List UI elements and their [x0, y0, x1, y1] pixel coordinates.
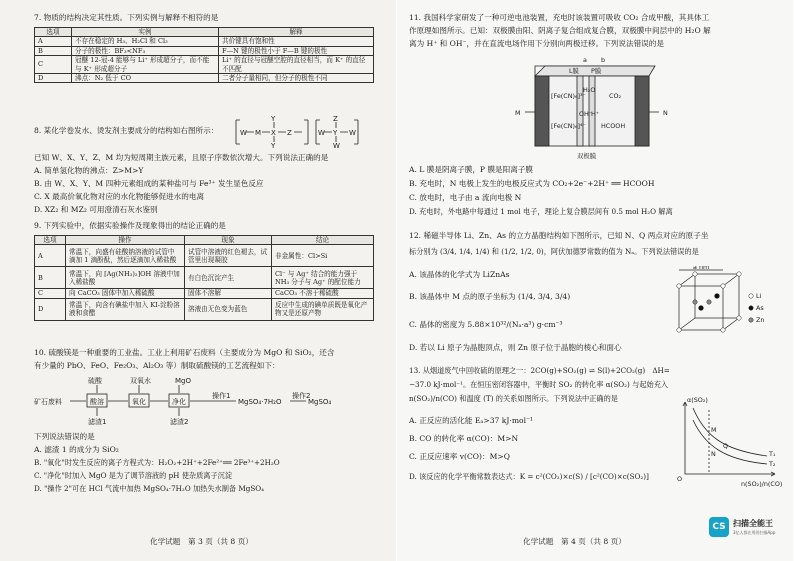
table-cell: F—N 键的极性小于 F—B 键的极性 [219, 46, 374, 55]
table-header-row [35, 28, 374, 37]
svg-text:Y: Y [333, 129, 338, 137]
q8-option-d: D. XZ₂ 和 MZ₂ 可用澄清石灰水鉴别 [34, 205, 158, 214]
dimension-label: a nm [693, 266, 710, 271]
right-footer: 化学试题 第 4 页（共 8 页） [523, 537, 626, 546]
svg-text:W: W [349, 129, 356, 137]
label-fe-cn6-4: [Fe(CN)₆]⁴⁻ [551, 122, 586, 130]
q8-structure-figure [232, 116, 362, 148]
table-cell: 非金属性：Cl>Si [272, 245, 374, 267]
q11-option-a: A. L 膜是阴离子膜，P 膜是阳离子膜 [409, 165, 534, 174]
svg-text:Z: Z [333, 116, 338, 123]
q10-option-a: A. 滤渣 1 的成分为 SiO₂ [34, 445, 119, 454]
flow-step1: 酸溶 [90, 398, 104, 406]
camscanner-badge: CS [709, 517, 729, 537]
table-row [35, 289, 374, 298]
flow-reagent3: MgO [175, 377, 191, 385]
table-cell: CaCO₃ 不溶于稀硫酸 [272, 289, 374, 298]
left-footer: 化学试题 第 3 页（共 8 页） [150, 537, 253, 546]
q8-option-b: B. 由 W、X、Y、M 四种元素组成的某种盐可与 Fe³⁺ 发生显色反应 [34, 179, 264, 188]
q12-option-b: B. 该晶体中 M 点的原子坐标为 (1/4, 3/4, 3/4) [409, 292, 571, 301]
q10-option-d: D. "操作 2"可在 HCl 气流中加热 MgSO₄·7H₂O 加热失水制备 MgSO₄ [34, 484, 265, 493]
label-a: a [583, 56, 587, 64]
q13-stem-line2: −37.0 kJ·mol⁻¹。在恒压密闭容器中，平衡时 SO₂ 的转化率 α(SO₂) 与起始充入 [409, 380, 669, 389]
legend-li: Li [756, 292, 762, 300]
flow-start: 矿石废料 [34, 398, 62, 406]
q12-stem-line1: 12. 稀磁半导体 Li、Zn、As 的立方晶胞结构如下图所示，已知 N、Q 两点对应的原子坐 [409, 231, 709, 240]
legend-li-marker [749, 294, 753, 298]
table-cell: 试管中溶液的红色褪去，试管里出现凝胶 [185, 245, 272, 267]
label-m-electrode: M [515, 109, 521, 117]
label-oh: OH⁻ [579, 110, 593, 118]
svg-text:M: M [255, 129, 262, 137]
label-hcooh: HCOOH [601, 122, 626, 130]
q8-option-c: C. X 最高价氧化物对应的水化物能够促进水的电离 [34, 192, 205, 201]
table-cell: 不存在稳定的 H₃、H₂Cl 和 Cl₃ [72, 37, 219, 46]
table-cell: 常温下，向盛有硅酸钠溶液的试管中滴加 1 滴酚酞，然后逐滴加入稀盐酸 [66, 245, 185, 267]
table-cell: 常温下，向 [Ag(NH₃)₂]OH 溶液中加入稀盐酸 [66, 267, 185, 289]
table-row [35, 267, 374, 289]
q7-title: 7. 物质的结构决定其性质。下列实例与解释不相符的是 [34, 13, 219, 22]
table-row [35, 245, 374, 267]
legend-zn: Zn [756, 316, 765, 324]
legend-as: As [756, 304, 764, 312]
q11-option-c: C. 放电时，电子由 a 流向电极 N [409, 193, 522, 202]
table-header: 选项 [35, 236, 66, 245]
legend-as-marker [749, 306, 753, 310]
t1-label: T₁ [769, 450, 776, 458]
point-q-label: Q [723, 442, 729, 450]
table-header: 操作 [66, 236, 185, 245]
svg-text:Y: Y [271, 142, 276, 148]
q11-stem-line1: 11. 我国科学家研发了一种可逆电池装置，充电时该装置可吸收 CO₂ 合成甲酸，其具体工 [409, 13, 710, 22]
table-cell: 溶液由无色变为蓝色 [185, 298, 272, 320]
q12-option-a: A. 该晶体的化学式为 LiZnAs [409, 270, 510, 279]
flow-reagent1: 硫酸 [88, 377, 102, 385]
q10-option-b: B. "氧化"时发生反应的离子方程式为：H₂O₂+2H⁺+2Fe²⁺══ 2Fe³⁺+2H₂O [34, 458, 280, 467]
table-cell: A [35, 37, 72, 46]
left-page [0, 0, 396, 561]
table-header: 结论 [272, 236, 374, 245]
table-row [35, 74, 374, 83]
table-row [35, 298, 374, 320]
table-header: 现象 [185, 236, 272, 245]
table-cell: B [35, 267, 66, 289]
q8-option-a: A. 简单氢化物的沸点：Z>M>Y [34, 166, 144, 175]
table-cell: 向 CaCO₃ 固体中加入稀硫酸 [66, 289, 185, 298]
table-header: 实例 [72, 28, 219, 37]
table-cell: 沸点：N₂ 低于 CO [72, 74, 219, 83]
q10-stem-line2: 有少量的 PbO、FeO、Fe₂O₃、Al₂O₃ 等）制取硫酸镁的工艺流程如下： [34, 361, 280, 370]
curve-t1 [693, 408, 767, 456]
label-bipolar-membrane: 双极膜 [577, 152, 597, 160]
label-n-electrode: N [663, 109, 668, 117]
table-cell: 固体不溶解 [185, 289, 272, 298]
q13-stem-line3: n(SO₂)/n(CO) 和温度 (T) 的关系如图所示。下列说法中正确的是 [409, 394, 618, 403]
table-cell: C [35, 56, 72, 74]
point-n-label: N [711, 450, 716, 458]
svg-text:Y: Y [271, 116, 276, 123]
q11-cell-diagram [505, 54, 681, 162]
atom-q [693, 300, 697, 304]
q12-option-c: C. 晶体的密度为 5.88×10³²/(Nₐ·a³) g·cm⁻³ [409, 320, 563, 329]
table-cell: 共价键具有饱和性 [219, 37, 374, 46]
table-header-row [35, 236, 374, 245]
table-row [35, 46, 374, 55]
table-header: 选项 [35, 28, 72, 37]
table-cell: 常温下，向含有碘盐中加入 KI-淀粉溶液和食醋 [66, 298, 185, 320]
q12-unit-cell [665, 266, 783, 338]
q13-conversion-graph [671, 396, 783, 488]
table-cell: 分子的极性：BF₃<NF₃ [72, 46, 219, 55]
table-cell: 冠醚 12-冠-4 能够与 Li⁺ 形成超分子，而不能与 K⁺ 形成超分子 [72, 56, 219, 74]
table-header: 解释 [219, 28, 374, 37]
table-row [35, 56, 374, 74]
right-page [397, 0, 793, 561]
flow-waste2: 滤渣2 [170, 418, 189, 426]
q7-table [34, 27, 374, 83]
svg-text:Z: Z [287, 129, 292, 137]
svg-text:W: W [240, 129, 247, 137]
table-row [35, 37, 374, 46]
q10-stem-line1: 10. 硫酸镁是一种重要的工业盐。工业上利用矿石废料（主要成分为 MgO 和 SiO₂，还含 [34, 348, 335, 357]
table-cell: Li⁺ 的直径与冠醚空腔的直径相当，而 K⁺ 的直径不匹配 [219, 56, 374, 74]
table-cell: D [35, 74, 72, 83]
q9-title: 9. 下列实验中，依据实验操作及现象得出的结论正确的是 [34, 221, 226, 230]
table-cell: 有白色沉淀产生 [185, 267, 272, 289]
atom-n [715, 294, 720, 299]
flow-reagent2: 双氧水 [130, 377, 151, 385]
table-cell: A [35, 245, 66, 267]
flow-waste1: 滤渣1 [88, 418, 107, 426]
q10-option-c: C. "净化"时加入 MgO 是为了调节溶液的 pH 使杂质离子沉淀 [34, 471, 233, 480]
t2-label: T₂ [769, 460, 776, 468]
origin-label: O [677, 475, 683, 483]
table-cell: 二者分子量相同，但分子的极性不同 [219, 74, 374, 83]
q13-stem-line1: 13. 从烟道废气中回收硫的原理之一：2CO(g)+SO₂(g) ⇌ S(l)+2CO₂(g) ΔH= [409, 366, 670, 375]
q12-option-d: D. 若以 Li 原子为晶胞顶点，则 Zn 原子位于晶胞的棱心和面心 [409, 343, 622, 352]
q13-option-a: A. 正反应的活化能 Eₐ>37 kJ·mol⁻¹ [409, 416, 534, 425]
x-axis-label: n(SO₂)/n(CO) [741, 480, 783, 488]
flow-mid: MgSO₄·7H₂O [238, 398, 282, 406]
q11-option-b: B. 充电时，N 电极上发生的电极反应式为 CO₂+2e⁻+2H⁺ ══ HCOOH [409, 179, 655, 188]
q10-question: 下列说法错误的是 [34, 432, 95, 441]
label-co2: CO₂ [609, 92, 622, 100]
label-b: b [601, 56, 606, 64]
label-p-membrane: P膜 [591, 67, 602, 75]
q10-flowchart [34, 374, 334, 426]
table-cell: B [35, 46, 72, 55]
camscanner-logo [709, 515, 787, 541]
svg-text:W: W [318, 129, 325, 137]
table-cell: Cl⁻ 与 Ag⁺ 结合的能力强于 NH₃ 分子与 Ag⁺ 的配位能力 [272, 267, 374, 289]
camscanner-tagline: 3亿人都在用的扫描App [733, 530, 776, 535]
q13-option-d: D. 该反应的化学平衡常数表达式：K = c²(CO₂)×c(S) / [c²(CO)×c(SO₂)] [409, 472, 649, 481]
table-cell: 反应中生成的碘单质既是氧化产物又是还原产物 [272, 298, 374, 320]
label-fe-cn6-3: [Fe(CN)₆]³⁻ [551, 92, 586, 100]
q8-line: 已知 W、X、Y、Z、M 均为短周期主族元素，且原子序数依次增大。下列说法正确的是 [34, 153, 329, 162]
table-cell: D [35, 298, 66, 320]
legend-zn-marker [749, 318, 753, 322]
q13-option-c: C. 正反应速率 v(CO)：M>Q [409, 452, 510, 461]
atom-m [699, 306, 704, 311]
q9-table [34, 235, 374, 321]
q8-stem: 8. 某化学卷发水、烫发剂主要成分的结构如右图所示： [34, 126, 219, 135]
q11-stem-line2: 作原理如图所示。已知：双极膜由阳、阴离子复合组成复合膜，双极膜中间层中的 H₂O 解 [409, 26, 711, 35]
label-h-plus: H⁺ [591, 110, 600, 118]
svg-text:W: W [333, 142, 340, 148]
q11-option-d: D. 充电时，外电路中每通过 1 mol 电子，理论上复合膜层间有 0.5 mol H₂O 解离 [409, 207, 673, 216]
q12-stem-line2: 标分别为 (3/4, 1/4, 1/4) 和 (1/2, 1/2, 0)，阿伏加德罗常数的值为 Nₐ。下列说法错误的是 [409, 247, 699, 256]
y-axis-label: α(SO₂) [687, 396, 708, 404]
svg-text:X: X [271, 129, 276, 137]
table-cell: C [35, 289, 66, 298]
point-m-label: M [711, 426, 717, 434]
flow-op2: 操作2 [292, 392, 311, 400]
flow-step3: 净化 [172, 398, 186, 406]
label-l-membrane: L膜 [569, 67, 579, 75]
camscanner-title: 扫描全能王 [733, 519, 773, 528]
flow-op1: 操作1 [212, 392, 231, 400]
flow-end: MgSO₄ [308, 398, 332, 406]
q13-option-b: B. CO 的转化率 α(CO)：M>N [409, 434, 519, 443]
flow-step2: 氧化 [132, 398, 146, 406]
q11-stem-line3: 离为 H⁺ 和 OH⁻，并在直流电场作用下分别向两极迁移。下列说法错误的是 [409, 39, 664, 48]
label-h2o: H₂O [583, 86, 596, 94]
